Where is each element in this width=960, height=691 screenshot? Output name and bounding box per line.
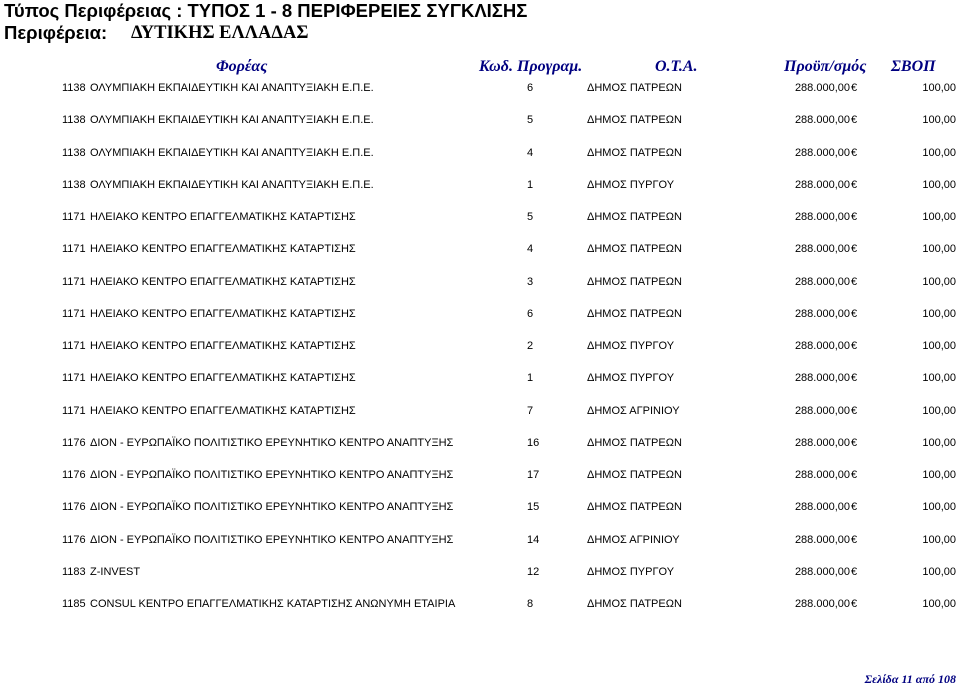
program-code: 16	[527, 436, 540, 449]
svop-amount: 100,00	[922, 243, 956, 256]
euro-symbol: €	[851, 469, 858, 481]
table-row	[0, 497, 960, 517]
program-code: 5	[527, 114, 534, 127]
table-row	[0, 304, 960, 324]
org-name: ΟΛΥΜΠΙΑΚΗ ΕΚΠΑΙΔΕΥΤΙΚΗ ΚΑΙ ΑΝΑΠΤΥΞΙΑΚΗ Ε.Π.Ε.	[90, 82, 374, 94]
euro-symbol: €	[851, 82, 858, 94]
region-line	[4, 22, 309, 44]
svop-amount: 100,00	[922, 404, 956, 417]
region-label: Περιφέρεια:	[4, 22, 108, 43]
org-code: 1171	[62, 211, 86, 223]
region-value: ΔΥΤΙΚΗΣ ΕΛΛΑΔΑΣ	[131, 23, 309, 43]
euro-symbol: €	[851, 404, 858, 417]
org-code: 1171	[62, 404, 86, 417]
table-row	[0, 143, 960, 163]
table-row	[0, 530, 960, 550]
program-code: 1	[527, 178, 534, 191]
program-code: 14	[527, 533, 540, 546]
org-code: 1138	[62, 178, 86, 191]
svop-amount: 100,00	[922, 146, 956, 159]
table-row	[0, 562, 960, 582]
municipality: ΔΗΜΟΣ ΑΓΡΙΝΙΟΥ	[587, 533, 680, 546]
org-name: ΗΛΕΙΑΚΟ ΚΕΝΤΡΟ ΕΠΑΓΓΕΛΜΑΤΙΚΗΣ ΚΑΤΑΡΤΙΣΗΣ	[90, 340, 356, 352]
budget-amount: 288.000,00	[794, 211, 850, 223]
municipality: ΔΗΜΟΣ ΠΥΡΓΟΥ	[587, 340, 675, 352]
org-name: Z-INVEST	[90, 565, 141, 578]
org-name: ΔΙΟΝ - ΕΥΡΩΠΑΪΚΟ ΠΟΛΙΤΙΣΤΙΚΟ ΕΡΕΥΝΗΤΙΚΟ ΚΕΝΤΡΟ ΑΝΑΠΤΥΞΗΣ	[90, 501, 454, 514]
org-code: 1176	[62, 436, 86, 449]
program-code: 5	[527, 211, 534, 223]
euro-symbol: €	[851, 307, 858, 320]
org-code: 1138	[62, 82, 86, 94]
table-row	[0, 401, 960, 421]
org-code: 1171	[62, 340, 86, 352]
municipality: ΔΗΜΟΣ ΠΥΡΓΟΥ	[587, 565, 675, 578]
municipality: ΔΗΜΟΣ ΠΥΡΓΟΥ	[587, 178, 675, 191]
budget-amount: 288.000,00	[794, 533, 850, 546]
header-budget: Προϋπ/σμός	[784, 58, 867, 75]
svop-amount: 100,00	[922, 565, 956, 578]
euro-symbol: €	[851, 340, 858, 352]
program-code: 7	[527, 404, 534, 417]
program-code: 6	[527, 307, 534, 320]
org-name: ΗΛΕΙΑΚΟ ΚΕΝΤΡΟ ΕΠΑΓΓΕΛΜΑΤΙΚΗΣ ΚΑΤΑΡΤΙΣΗΣ	[90, 275, 356, 288]
euro-symbol: €	[851, 372, 858, 385]
budget-amount: 288.000,00	[794, 501, 850, 514]
svop-amount: 100,00	[922, 340, 956, 352]
svop-amount: 100,00	[922, 82, 956, 94]
org-code: 1176	[62, 469, 86, 481]
report-title: Τύπος Περιφέρειας : ΤΥΠΟΣ 1 - 8 ΠΕΡΙΦΕΡΕΙΕΣ ΣΥΓΚΛΙΣΗΣ	[4, 0, 528, 21]
budget-amount: 288.000,00	[794, 565, 850, 578]
budget-amount: 288.000,00	[794, 307, 850, 320]
municipality: ΔΗΜΟΣ ΠΑΤΡΕΩΝ	[587, 307, 682, 320]
program-code: 6	[527, 82, 534, 94]
svop-amount: 100,00	[922, 436, 956, 449]
municipality: ΔΗΜΟΣ ΠΑΤΡΕΩΝ	[587, 501, 682, 514]
org-code: 1138	[62, 146, 86, 159]
municipality: ΔΗΜΟΣ ΠΑΤΡΕΩΝ	[587, 436, 682, 449]
municipality: ΔΗΜΟΣ ΠΑΤΡΕΩΝ	[587, 146, 682, 159]
euro-symbol: €	[851, 598, 858, 610]
table-row	[0, 465, 960, 485]
program-code: 1	[527, 372, 534, 385]
budget-amount: 288.000,00	[794, 146, 850, 159]
budget-amount: 288.000,00	[794, 598, 850, 610]
org-name: ΔΙΟΝ - ΕΥΡΩΠΑΪΚΟ ΠΟΛΙΤΙΣΤΙΚΟ ΕΡΕΥΝΗΤΙΚΟ ΚΕΝΤΡΟ ΑΝΑΠΤΥΞΗΣ	[90, 533, 454, 546]
table-row	[0, 78, 960, 98]
budget-amount: 288.000,00	[794, 82, 850, 94]
org-name: ΗΛΕΙΑΚΟ ΚΕΝΤΡΟ ΕΠΑΓΓΕΛΜΑΤΙΚΗΣ ΚΑΤΑΡΤΙΣΗΣ	[90, 211, 356, 223]
org-name: ΔΙΟΝ - ΕΥΡΩΠΑΪΚΟ ΠΟΛΙΤΙΣΤΙΚΟ ΕΡΕΥΝΗΤΙΚΟ ΚΕΝΤΡΟ ΑΝΑΠΤΥΞΗΣ	[90, 436, 454, 449]
table-row	[0, 272, 960, 292]
table-row	[0, 368, 960, 388]
org-code: 1183	[62, 565, 86, 578]
table-row	[0, 175, 960, 195]
budget-amount: 288.000,00	[794, 404, 850, 417]
municipality: ΔΗΜΟΣ ΠΑΤΡΕΩΝ	[587, 469, 682, 481]
budget-amount: 288.000,00	[794, 372, 850, 385]
euro-symbol: €	[851, 211, 858, 223]
municipality: ΔΗΜΟΣ ΠΑΤΡΕΩΝ	[587, 243, 682, 256]
table-row	[0, 207, 960, 227]
page-indicator: Σελίδα 11 από 108	[864, 672, 956, 686]
org-code: 1171	[62, 243, 86, 256]
org-code: 1176	[62, 501, 86, 514]
header-ota: Ο.Τ.Α.	[655, 58, 698, 75]
program-code: 4	[527, 146, 534, 159]
org-name: CONSUL ΚΕΝΤΡΟ ΕΠΑΓΓΕΛΜΑΤΙΚΗΣ ΚΑΤΑΡΤΙΣΗΣ ΑΝΩΝΥΜΗ ΕΤΑΙΡΙΑ	[90, 598, 456, 610]
table-row	[0, 110, 960, 130]
org-code: 1171	[62, 372, 86, 385]
municipality: ΔΗΜΟΣ ΠΑΤΡΕΩΝ	[587, 114, 682, 127]
org-code: 1185	[62, 598, 86, 610]
euro-symbol: €	[851, 243, 858, 256]
org-name: ΗΛΕΙΑΚΟ ΚΕΝΤΡΟ ΕΠΑΓΓΕΛΜΑΤΙΚΗΣ ΚΑΤΑΡΤΙΣΗΣ	[90, 243, 356, 256]
municipality: ΔΗΜΟΣ ΠΑΤΡΕΩΝ	[587, 598, 682, 610]
budget-amount: 288.000,00	[794, 243, 850, 256]
table-row	[0, 239, 960, 259]
municipality: ΔΗΜΟΣ ΠΑΤΡΕΩΝ	[587, 211, 682, 223]
euro-symbol: €	[851, 436, 858, 449]
program-code: 15	[527, 501, 540, 514]
org-name: ΟΛΥΜΠΙΑΚΗ ΕΚΠΑΙΔΕΥΤΙΚΗ ΚΑΙ ΑΝΑΠΤΥΞΙΑΚΗ Ε.Π.Ε.	[90, 178, 374, 191]
table-row	[0, 594, 960, 614]
euro-symbol: €	[851, 275, 858, 288]
svop-amount: 100,00	[922, 307, 956, 320]
header-svop: ΣΒΟΠ	[891, 58, 936, 75]
euro-symbol: €	[851, 114, 858, 127]
svop-amount: 100,00	[922, 501, 956, 514]
svop-amount: 100,00	[922, 598, 956, 610]
budget-amount: 288.000,00	[794, 275, 850, 288]
org-code: 1171	[62, 275, 86, 288]
org-name: ΗΛΕΙΑΚΟ ΚΕΝΤΡΟ ΕΠΑΓΓΕΛΜΑΤΙΚΗΣ ΚΑΤΑΡΤΙΣΗΣ	[90, 372, 356, 385]
euro-symbol: €	[851, 533, 858, 546]
org-code: 1176	[62, 533, 86, 546]
table-row	[0, 336, 960, 356]
svop-amount: 100,00	[922, 469, 956, 481]
org-name: ΟΛΥΜΠΙΑΚΗ ΕΚΠΑΙΔΕΥΤΙΚΗ ΚΑΙ ΑΝΑΠΤΥΞΙΑΚΗ Ε.Π.Ε.	[90, 146, 374, 159]
svop-amount: 100,00	[922, 275, 956, 288]
budget-amount: 288.000,00	[794, 436, 850, 449]
svop-amount: 100,00	[922, 372, 956, 385]
budget-amount: 288.000,00	[794, 114, 850, 127]
org-name: ΟΛΥΜΠΙΑΚΗ ΕΚΠΑΙΔΕΥΤΙΚΗ ΚΑΙ ΑΝΑΠΤΥΞΙΑΚΗ Ε.Π.Ε.	[90, 114, 374, 127]
municipality: ΔΗΜΟΣ ΑΓΡΙΝΙΟΥ	[587, 404, 680, 417]
municipality: ΔΗΜΟΣ ΠΑΤΡΕΩΝ	[587, 82, 682, 94]
budget-amount: 288.000,00	[794, 340, 850, 352]
header-foreas: Φορέας	[216, 58, 268, 75]
euro-symbol: €	[851, 501, 858, 514]
org-code: 1171	[62, 307, 86, 320]
budget-amount: 288.000,00	[794, 178, 850, 191]
org-code: 1138	[62, 114, 86, 127]
municipality: ΔΗΜΟΣ ΠΥΡΓΟΥ	[587, 372, 675, 385]
program-code: 17	[527, 469, 540, 481]
org-name: ΗΛΕΙΑΚΟ ΚΕΝΤΡΟ ΕΠΑΓΓΕΛΜΑΤΙΚΗΣ ΚΑΤΑΡΤΙΣΗΣ	[90, 307, 356, 320]
municipality: ΔΗΜΟΣ ΠΑΤΡΕΩΝ	[587, 275, 682, 288]
org-name: ΔΙΟΝ - ΕΥΡΩΠΑΪΚΟ ΠΟΛΙΤΙΣΤΙΚΟ ΕΡΕΥΝΗΤΙΚΟ ΚΕΝΤΡΟ ΑΝΑΠΤΥΞΗΣ	[90, 469, 454, 481]
euro-symbol: €	[851, 178, 858, 191]
org-name: ΗΛΕΙΑΚΟ ΚΕΝΤΡΟ ΕΠΑΓΓΕΛΜΑΤΙΚΗΣ ΚΑΤΑΡΤΙΣΗΣ	[90, 404, 356, 417]
table-row	[0, 433, 960, 453]
budget-amount: 288.000,00	[794, 469, 850, 481]
program-code: 2	[527, 340, 534, 352]
svop-amount: 100,00	[922, 533, 956, 546]
svop-amount: 100,00	[922, 211, 956, 223]
program-code: 8	[527, 598, 534, 610]
euro-symbol: €	[851, 146, 858, 159]
program-code: 3	[527, 275, 534, 288]
program-code: 4	[527, 243, 534, 256]
program-code: 12	[527, 565, 540, 578]
svop-amount: 100,00	[922, 178, 956, 191]
euro-symbol: €	[851, 565, 858, 578]
header-program-code: Κωδ. Προγραμ.	[479, 58, 583, 75]
svop-amount: 100,00	[922, 114, 956, 127]
